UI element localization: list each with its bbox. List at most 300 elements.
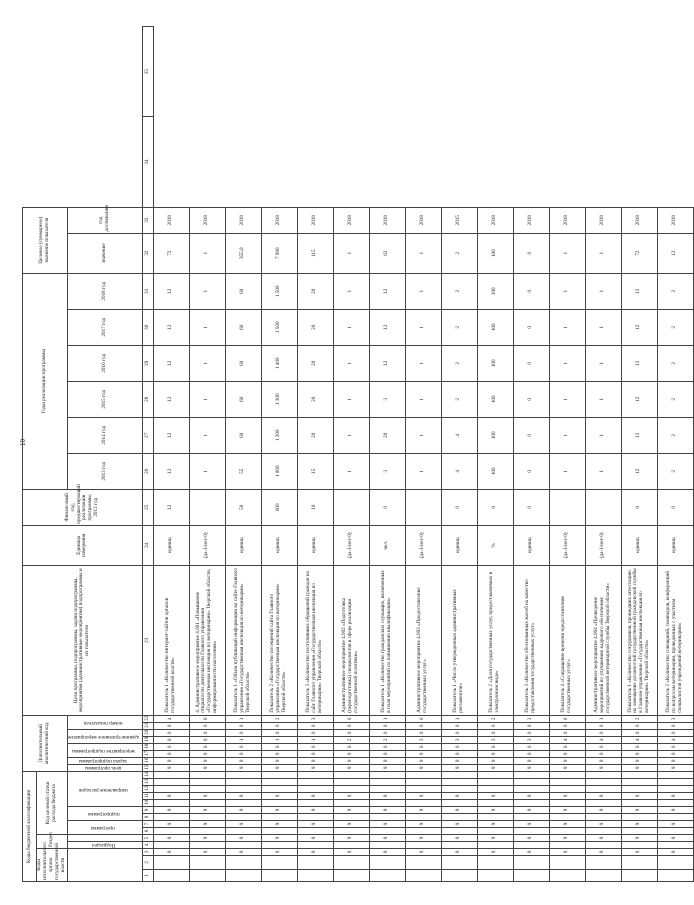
target-value-cell: 1	[333, 233, 369, 273]
code-cell	[153, 779, 189, 786]
column-number-cell: 22	[142, 715, 153, 722]
year-value-cell: 12	[369, 309, 405, 345]
code-cell: 9	[369, 807, 405, 814]
code-cell: 0	[225, 743, 261, 750]
year-value-cell: 1	[189, 381, 225, 417]
code-cell	[225, 800, 261, 807]
code-cell	[153, 828, 189, 835]
code-cell	[369, 800, 405, 807]
year-value-cell: 100	[477, 417, 513, 453]
code-cell: 0	[441, 750, 477, 757]
code-cell	[477, 814, 513, 821]
column-number-cell: 26	[142, 453, 153, 489]
code-cell: 0	[189, 750, 225, 757]
code-cell: 0	[405, 729, 441, 736]
code-cell: 9	[477, 807, 513, 814]
year-value-cell: 2	[441, 345, 477, 381]
year-value-cell: 12	[153, 453, 189, 489]
code-cell: 9	[225, 757, 261, 764]
code-cell	[153, 771, 189, 778]
column-number-cell: 4	[142, 842, 153, 849]
add-admin-header: административное мероприятие	[67, 729, 142, 743]
code-cell	[261, 842, 297, 849]
unit-cell: единиц	[297, 525, 333, 565]
code-cell	[477, 842, 513, 849]
year-value-cell: 1	[189, 309, 225, 345]
code-cell	[405, 779, 441, 786]
target-year-cell: 2018	[477, 207, 513, 233]
code-cell: 9	[189, 821, 225, 828]
column-number-cell: 35	[142, 27, 153, 117]
year-value-cell: 1 300	[261, 381, 297, 417]
code-cell	[441, 856, 477, 870]
code-cell: 9	[225, 807, 261, 814]
year-value-cell: 1	[405, 453, 441, 489]
code-cell: 9	[297, 849, 333, 856]
year-value-cell: 20	[297, 417, 333, 453]
code-cell: 9	[405, 757, 441, 764]
code-cell	[153, 786, 189, 793]
subsection-header: Подраздел	[67, 842, 142, 849]
code-cell	[405, 786, 441, 793]
unit-cell: (да-1/нет-0)	[585, 525, 621, 565]
add-task-header: задача подпрограммы	[67, 757, 142, 764]
year-value-cell: 12	[621, 345, 657, 381]
year-value-cell: 100	[477, 381, 513, 417]
year-value-cell: 2	[441, 309, 477, 345]
code-cell	[405, 828, 441, 835]
code-cell: 0	[225, 729, 261, 736]
indicator-name: Показатель 4 «Сокращение времени предоставления государственных услуг»	[549, 565, 585, 715]
code-cell	[657, 842, 693, 849]
code-cell	[621, 856, 657, 870]
column-number-cell: 11	[142, 793, 153, 800]
code-cell: 9	[369, 821, 405, 828]
code-cell	[585, 800, 621, 807]
target-year-cell: 2018	[261, 207, 297, 233]
table-row	[513, 27, 549, 882]
code-cell: 0	[477, 729, 513, 736]
code-cell: 9	[405, 807, 441, 814]
code-cell: 9	[441, 835, 477, 842]
code-cell	[549, 870, 585, 882]
code-cell: 0	[333, 750, 369, 757]
code-cell	[621, 779, 657, 786]
code-cell: 0	[333, 743, 369, 750]
year-value-cell: 12	[153, 309, 189, 345]
target-year-cell: 2018	[369, 207, 405, 233]
code-cell	[369, 828, 405, 835]
code-cell: 0	[153, 750, 189, 757]
year-value-cell: 1	[333, 417, 369, 453]
year-value-cell: 1	[189, 417, 225, 453]
target-value-cell: 1	[585, 233, 621, 273]
column-number-cell: 6	[142, 828, 153, 835]
year-value-cell: 1 000	[261, 453, 297, 489]
column-number-cell: 24	[142, 525, 153, 565]
code-cell: 9	[549, 821, 585, 828]
code-cell	[189, 856, 225, 870]
code-cell: 0	[657, 722, 693, 729]
code-cell	[261, 800, 297, 807]
code-cell: 0	[585, 743, 621, 750]
column-number-cell: 23	[142, 565, 153, 715]
year-value-cell: 1	[549, 381, 585, 417]
column-number-cell: 21	[142, 722, 153, 729]
target-value-cell: 2	[441, 233, 477, 273]
code-cell	[261, 771, 297, 778]
code-cell	[657, 814, 693, 821]
code-cell	[621, 786, 657, 793]
value-2012-cell: 0	[657, 489, 693, 525]
target-year-cell: 2018	[189, 207, 225, 233]
code-cell	[513, 786, 549, 793]
year-value-cell: 60	[225, 417, 261, 453]
target-year-cell: 2018	[225, 207, 261, 233]
code-cell	[297, 800, 333, 807]
code-cell	[333, 842, 369, 849]
code-cell: 0	[621, 743, 657, 750]
code-cell: 1	[369, 715, 405, 722]
code-cell: 4	[621, 736, 657, 743]
year-value-cell: 20	[297, 309, 333, 345]
year-value-cell: 1	[333, 273, 369, 309]
code-cell	[441, 870, 477, 882]
code-cell	[369, 870, 405, 882]
code-cell: 0	[297, 722, 333, 729]
year-value-cell: 100	[477, 273, 513, 309]
year-value-cell: 1	[549, 273, 585, 309]
value-2012-cell: 0	[621, 489, 657, 525]
code-cell	[261, 870, 297, 882]
additional-code-header: Дополнительный аналитический код	[23, 715, 68, 771]
code-cell: 0	[549, 729, 585, 736]
code-cell	[189, 828, 225, 835]
code-cell	[441, 800, 477, 807]
target-year-cell: 2018	[297, 207, 333, 233]
code-cell: 0	[513, 729, 549, 736]
table-row	[549, 27, 585, 882]
year-value-cell: 3	[369, 453, 405, 489]
code-cell: 9	[333, 764, 369, 771]
code-cell	[549, 800, 585, 807]
unit-cell: %	[477, 525, 513, 565]
code-cell: 9	[549, 807, 585, 814]
year-value-cell: 2	[657, 345, 693, 381]
code-cell: 9	[189, 849, 225, 856]
code-cell	[225, 786, 261, 793]
code-cell: 9	[333, 793, 369, 800]
code-cell	[297, 856, 333, 870]
year-value-cell: 1	[333, 453, 369, 489]
code-cell	[405, 800, 441, 807]
year-value-cell: 12	[621, 309, 657, 345]
code-cell: 9	[513, 764, 549, 771]
year-value-cell: 1	[585, 381, 621, 417]
code-cell: 0	[621, 722, 657, 729]
table-row	[261, 27, 297, 882]
value-2012-cell	[549, 489, 585, 525]
code-cell: 9	[189, 835, 225, 842]
year-value-cell: 20	[297, 345, 333, 381]
code-cell: 3	[477, 736, 513, 743]
table-row	[369, 27, 405, 882]
code-cell	[621, 800, 657, 807]
code-cell: 4	[657, 736, 693, 743]
code-cell: 0	[405, 743, 441, 750]
code-cell: 9	[153, 807, 189, 814]
code-cell: 9	[297, 764, 333, 771]
code-cell: 9	[585, 807, 621, 814]
code-cell: 1	[261, 736, 297, 743]
year-value-cell: 12	[369, 273, 405, 309]
indicator-name: Административное мероприятие 4.002 «Подготовка (переподготовка) специалистов в сфере реализации государственной политики»	[333, 565, 369, 715]
column-number-cell: 20	[142, 729, 153, 736]
column-number-cell: 34	[142, 117, 153, 207]
code-cell	[657, 779, 693, 786]
code-cell	[333, 828, 369, 835]
code-cell: 0	[621, 729, 657, 736]
year-2015-header: 2015 год	[67, 381, 142, 417]
year-value-cell: 12	[621, 381, 657, 417]
code-cell: 9	[549, 757, 585, 764]
year-value-cell: 100	[477, 345, 513, 381]
target-year-cell: 2018	[333, 207, 369, 233]
code-cell	[585, 828, 621, 835]
code-cell: 2	[369, 736, 405, 743]
code-cell	[549, 786, 585, 793]
code-cell: 0	[405, 722, 441, 729]
code-cell: 9	[153, 835, 189, 842]
year-2018-header: 2018 год	[67, 273, 142, 309]
code-cell: 9	[657, 849, 693, 856]
code-cell: 9	[657, 821, 693, 828]
value-2012-cell	[585, 489, 621, 525]
year-value-cell: 1	[549, 309, 585, 345]
code-cell	[657, 771, 693, 778]
code-cell	[585, 842, 621, 849]
code-cell	[225, 856, 261, 870]
code-cell: 0	[549, 750, 585, 757]
code-cell: 0	[657, 750, 693, 757]
code-cell	[225, 870, 261, 882]
code-cell: 4	[153, 715, 189, 722]
code-cell	[261, 779, 297, 786]
target-year-cell: 2018	[657, 207, 693, 233]
column-number-cell: 3	[142, 849, 153, 856]
code-cell: 9	[477, 835, 513, 842]
code-cell: 0	[153, 736, 189, 743]
year-value-cell: 1	[189, 453, 225, 489]
column-number-cell: 7	[142, 821, 153, 828]
code-cell: 0	[225, 722, 261, 729]
code-cell: 9	[297, 757, 333, 764]
code-cell: 0	[369, 722, 405, 729]
code-cell: 9	[189, 757, 225, 764]
code-cell: 9	[441, 793, 477, 800]
code-cell	[297, 786, 333, 793]
code-cell: 3	[441, 736, 477, 743]
indicator-name: Показатель 1 «Количество сотрудников, прошедших аттестацию на замещение должностей государственной гражданской службы в Главном управлении «Государственная инспекция по ветеринарии» Тверской области»	[621, 565, 657, 715]
target-year-cell: 2018	[513, 207, 549, 233]
code-cell: 0	[549, 722, 585, 729]
indicator-name: Показатель 3 «Количество поступивших обращений граждан на сайт Главного управления «Государственная инспекция по ветеринарии» Тверской области»	[297, 565, 333, 715]
code-cell	[441, 771, 477, 778]
code-cell	[513, 828, 549, 835]
code-cell: 9	[369, 757, 405, 764]
year-value-cell: 1	[549, 453, 585, 489]
table-row	[477, 27, 513, 882]
year-value-cell: 0	[513, 309, 549, 345]
code-cell	[441, 842, 477, 849]
code-cell: 0	[333, 729, 369, 736]
code-cell: 3	[513, 736, 549, 743]
code-cell: 0	[477, 743, 513, 750]
year-value-cell: 2	[657, 417, 693, 453]
target-year-cell: 2018	[153, 207, 189, 233]
indicator-name: 4. Административное мероприятие 4.001 «Повышение открытости деятельности Главного управления «Государственная инспекция по ветеринарии» Тверской области, информированности населения»	[189, 565, 225, 715]
column-number-cell: 12	[142, 786, 153, 793]
code-cell: 9	[513, 757, 549, 764]
code-cell: 9	[621, 835, 657, 842]
table-row	[621, 27, 657, 882]
add-goal-header: цель программы	[67, 764, 142, 771]
code-cell: 9	[369, 764, 405, 771]
value-2012-cell: 10	[297, 489, 333, 525]
code-cell	[189, 779, 225, 786]
code-cell: 9	[225, 764, 261, 771]
value-2012-cell: 0	[477, 489, 513, 525]
table-row	[153, 27, 189, 882]
year-value-cell: 1 400	[261, 345, 297, 381]
code-cell	[189, 800, 225, 807]
org-code-header: Коды исполнительного органа государственной власти	[36, 841, 66, 880]
year-value-cell: 0	[513, 381, 549, 417]
target-year-cell: 2018	[621, 207, 657, 233]
code-cell: 1	[585, 715, 621, 722]
code-cell	[657, 870, 693, 882]
code-cell	[621, 828, 657, 835]
code-cell	[585, 779, 621, 786]
add-num-header: номер показателя	[67, 715, 142, 729]
add-measure-header: мероприятие подпрограммы	[67, 743, 142, 757]
code-cell	[585, 814, 621, 821]
unit-cell: единиц	[153, 525, 189, 565]
target-value-cell: 1	[549, 233, 585, 273]
column-number-cell: 31	[142, 273, 153, 309]
code-cell: 1	[297, 736, 333, 743]
code-cell: 0	[261, 729, 297, 736]
year-value-cell: 4	[441, 453, 477, 489]
code-cell: 3	[297, 715, 333, 722]
indicator-name: Показатель 2 «Количество посещений сайта Главного управления «Государственная инспекция по ветеринарии» Тверской области»	[261, 565, 297, 715]
section-header: Раздел	[37, 835, 68, 849]
code-cell: 9	[297, 807, 333, 814]
target-value-cell: 7 900	[261, 233, 297, 273]
code-cell	[621, 842, 657, 849]
unit-cell: (да-1/нет-0)	[549, 525, 585, 565]
code-cell: 3	[405, 736, 441, 743]
code-cell	[477, 771, 513, 778]
code-cell	[513, 870, 549, 882]
code-cell: 0	[369, 750, 405, 757]
year-2013-header: 2013 год	[67, 453, 142, 489]
code-cell	[621, 771, 657, 778]
year-value-cell: 55	[225, 453, 261, 489]
page-number: 10	[19, 439, 27, 446]
code-cell: 9	[513, 821, 549, 828]
code-cell	[513, 814, 549, 821]
year-value-cell: 0	[513, 273, 549, 309]
code-cell: 0	[585, 729, 621, 736]
unit-cell: (да-1/нет-0)	[333, 525, 369, 565]
indicator-name: Показатель 1 «Объем публикаций информации на сайте Главного управления «Государственная инспекция по ветеринарии» Тверской области»	[225, 565, 261, 715]
year-value-cell: 100	[477, 309, 513, 345]
target-value-cell: 12	[657, 233, 693, 273]
code-cell: 0	[261, 750, 297, 757]
unit-cell: единиц	[621, 525, 657, 565]
code-cell	[513, 842, 549, 849]
unit-cell: единиц	[513, 525, 549, 565]
indicator-name: Показатель 2 «Доля государственных услуг, предоставляемых в электронном виде»	[477, 565, 513, 715]
code-cell	[189, 786, 225, 793]
code-cell: 9	[657, 764, 693, 771]
code-cell: 0	[549, 715, 585, 722]
column-number-cell: 28	[142, 381, 153, 417]
code-cell: 9	[189, 807, 225, 814]
year-value-cell: 12	[153, 273, 189, 309]
year-value-cell: 0	[513, 345, 549, 381]
code-cell: 9	[621, 793, 657, 800]
column-number-cell: 2	[142, 856, 153, 870]
code-cell	[441, 828, 477, 835]
year-value-cell: 2	[657, 381, 693, 417]
unit-cell: единиц	[441, 525, 477, 565]
code-cell	[153, 814, 189, 821]
rotated-table-container	[22, 26, 684, 882]
code-cell: 9	[585, 835, 621, 842]
code-cell: 9	[153, 849, 189, 856]
table-row	[405, 27, 441, 882]
code-cell	[585, 786, 621, 793]
code-cell	[369, 786, 405, 793]
value-2012-cell	[189, 489, 225, 525]
csr-header: Код целевой статьи расхода бюджета	[37, 771, 68, 834]
code-cell: 9	[477, 757, 513, 764]
code-cell: 9	[441, 821, 477, 828]
code-cell: 4	[549, 736, 585, 743]
year-value-cell: 60	[225, 273, 261, 309]
code-cell: 9	[441, 757, 477, 764]
target-year-cell: 2018	[405, 207, 441, 233]
column-number-cell: 30	[142, 309, 153, 345]
year-value-cell: 100	[477, 453, 513, 489]
code-cell: 0	[297, 750, 333, 757]
table-row	[189, 27, 225, 882]
code-cell	[369, 856, 405, 870]
year-value-cell: 1	[333, 381, 369, 417]
code-cell	[369, 814, 405, 821]
indicator-name: Показатель 2 «Количество совещаний, семинаров, конференций по вопросам ветеринарии, проведенных с участием специалистов учреждений ветеринарии»	[657, 565, 693, 715]
code-cell: 9	[297, 835, 333, 842]
year-value-cell: 1	[189, 273, 225, 309]
year-value-cell: 60	[225, 309, 261, 345]
code-cell: 3	[513, 715, 549, 722]
target-year-cell: 2018	[585, 207, 621, 233]
column-number-cell: 29	[142, 345, 153, 381]
name-header: Цели программы, подпрограммы, задачи подпрограммы, мероприятия (административные мероприятия) подпрограммы и их показатели	[23, 565, 143, 715]
code-cell	[369, 842, 405, 849]
